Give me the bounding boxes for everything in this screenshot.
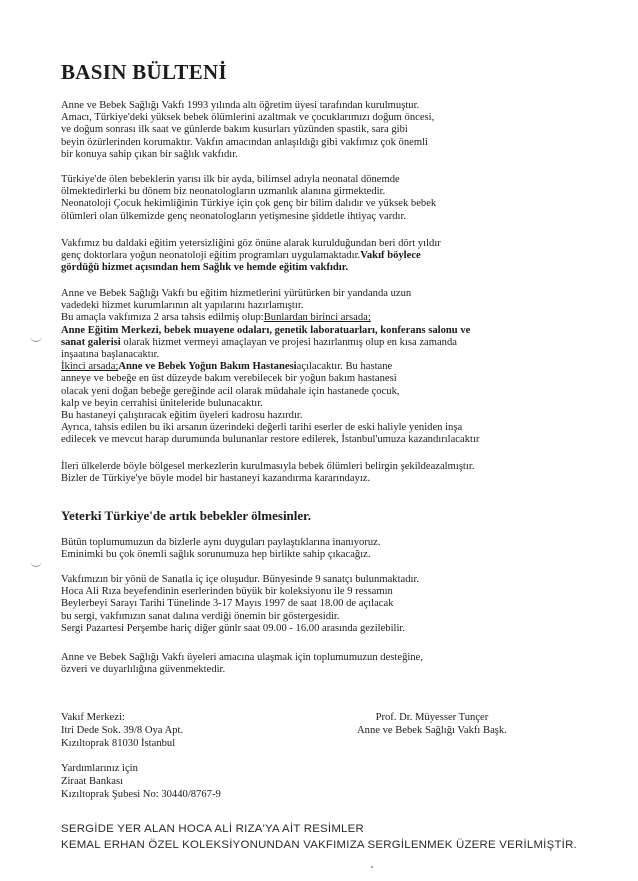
bold-span: Anne ve Bebek Yoğun Bakım Hastanesi	[118, 361, 297, 373]
text-line: Türkiye'de ölen bebeklerin yarısı ilk bir ayda, bilimsel adıyla neonatal dönemde	[61, 174, 400, 185]
punch-mark	[30, 335, 42, 342]
text-line: vadedeki hizmet kurumlarının alt yapılarını hazırlamıştır.	[61, 300, 304, 312]
paragraph-education	[61, 238, 581, 275]
text-line: özveri ve duyarlılığına güvenmektedir.	[61, 664, 226, 676]
bold-span: Vakıf böylece	[360, 250, 421, 262]
text-line: Ziraat Bankası	[61, 775, 124, 787]
text-line	[61, 361, 581, 373]
text-line: Yardımlarınız için	[61, 763, 138, 774]
punch-mark	[30, 560, 42, 567]
text-line: ve doğum sonrası ilk saat ve günlerde bakım kusurları yüzünden spastik, sara gibi	[61, 124, 408, 136]
paragraph-neonatal	[61, 174, 581, 223]
text-line: inşaatına başlanacaktır.	[61, 349, 160, 361]
text-line: Anne ve Bebek Sağlığı Vakfı Başk.	[357, 724, 507, 736]
text-line: Bütün toplumumuzun da bizlerle aynı duyguları paylaştıklarına inanıyoruz.	[61, 537, 381, 548]
text-line: Anne ve Bebek Sağlığı Vakfı 1993 yılında altı öğretim üyesi tarafından kurulmuştur.	[61, 100, 420, 111]
text-line: Kızıltoprak Şubesi No: 30440/8767-9	[61, 788, 221, 800]
signature-block	[357, 712, 507, 738]
footer-line: SERGİDE YER ALAN HOCA ALİ RIZA'YA AİT RESİMLER	[61, 823, 364, 835]
text-line	[61, 312, 581, 324]
paragraph-model-hospital	[61, 461, 581, 485]
text-line: Anne ve Bebek Sağlığı Vakfı bu eğitim hizmetlerini yürütürken bir yandanda uzun	[61, 288, 412, 299]
text-line: gördüğü hizmet açısından hem Sağlık ve hemde eğitim vakfıdır.	[61, 262, 349, 274]
text-line: Beylerbeyi Sarayı Tarihi Tünelinde 3-17 Mayıs 1997 de saat 18.00 de açılacak	[61, 598, 394, 610]
text-line: Sergi Pazartesi Perşembe hariç diğer günlr saat 09.00 - 16.00 arasında gezilebilir.	[61, 622, 405, 634]
text-line: Bu hastaneyi çalıştıracak eğitim üyeleri kadrosu hazırdır.	[61, 410, 303, 422]
bank-block	[61, 763, 221, 801]
paragraph-support	[61, 652, 581, 676]
paragraph-foundation	[61, 100, 581, 161]
text-line: Bizler de Türkiye'ye böyle model bir hastaneyi kazandırma kararındayız.	[61, 473, 371, 485]
text-span: açılacaktır. Bu hastane	[296, 361, 393, 373]
underlined-span: Bunlardan birinci arsada;	[263, 312, 371, 324]
text-line: Vakıf Merkezi:	[61, 712, 125, 723]
text-line: İleri ülkelerde böyle bölgesel merkezlerin kurulmasıyla bebek ölümleri belirgin şekildeazalmıştır.	[61, 461, 475, 472]
underlined-span: İkinci arsada;	[61, 361, 119, 373]
paragraph-land-plots	[61, 288, 581, 447]
address-block	[61, 712, 183, 750]
slogan: Yeterki Türkiye'de artık bebekler ölmesinler.	[61, 508, 311, 523]
text-line: Anne ve Bebek Sağlığı Vakfı üyeleri amacına ulaşmak için toplumumuzun desteğine,	[61, 652, 423, 663]
text-span: Bu amaçla vakfımıza 2 arsa tahsis edilmiş olup:	[61, 312, 264, 324]
text-line: Amacı, Türkiye'deki yüksek bebek ölümlerini azaltmak ve çocuklarımızı doğum öncesi,	[61, 112, 435, 124]
text-line: bir konuya sahip çıkan bir sağlık vakfıdır.	[61, 148, 238, 160]
paragraph-art-exhibition	[61, 574, 581, 635]
text-line	[61, 250, 581, 262]
text-line: Kızıltoprak 81030 İstanbul	[61, 737, 176, 749]
text-span: genç doktorlara yoğun neonatoloji eğitim programları uygulamaktadır.	[61, 250, 361, 262]
text-line: Itri Dede Sok. 39/8 Oya Apt.	[61, 724, 184, 736]
text-line: Vakfımızın bir yönü de Sanatla iç içe oluşudur. Bünyesinde 9 sanatçı bulunmaktadır.	[61, 574, 420, 585]
text-line: ölmektedirlerki bu dönem biz neonatologların uzmanlık alanına girmektedir.	[61, 186, 386, 198]
text-line: anneye ve bebeğe en üst düzeyde bakım verebilecek bir yoğun bakım hastanesi	[61, 373, 397, 385]
text-line: Prof. Dr. Müyesser Tunçer	[375, 712, 489, 723]
text-line: Ayrıca, tahsis edilen bu iki arsanın üzerindeki değerli tarihi eserler de eski haliyle yeniden inşa	[61, 422, 463, 434]
scan-speck	[371, 866, 373, 868]
text-line: Eminimki bu çok önemli sağlık sorunumuza hep birlikte sahip çıkacağız.	[61, 549, 371, 561]
text-line: beyin özürlerinden korumaktır. Vakfın amacından anlaşıldığı gibi vakfımız çok önemli	[61, 136, 428, 148]
page-title: BASIN BÜLTENİ	[61, 60, 227, 84]
text-line: Neonatoloji Çocuk hekimliğinin Türkiye için çok genç bir bilim dalıdır ve yüksek bebek	[61, 198, 437, 210]
text-line: Hoca Ali Rıza beyefendinin eserlerinden büyük bir koleksiyonu ile 9 ressamın	[61, 586, 393, 598]
text-line: bu sergi, vakfımızın sanat dalına verdiği önemin bir göstergesidir.	[61, 610, 340, 622]
text-line: ölümleri olan ülkemizde genç neonatologların yetişmesine şiddetle ihtiyaç vardır.	[61, 210, 407, 222]
footer-line: KEMAL ERHAN ÖZEL KOLEKSİYONUNDAN VAKFIMIZA SERGİLENMEK ÜZERE VERİLMİŞTİR.	[61, 839, 577, 851]
text-line: Anne Eğitim Merkezi, bebek muayene odaları, genetik laboratuarları, konferans salonu ve	[61, 324, 471, 336]
text-line: kalp ve beyin cerrahisi üniteleride bulunacaktır.	[61, 397, 263, 409]
text-line	[61, 337, 581, 349]
paragraph-society	[61, 537, 581, 561]
text-line: edilecek ve mevcut harap durumunda bulunanlar restore edilerek, İstanbul'umuza kazandırılacaktır	[61, 434, 480, 446]
bold-span: sanat galerisi	[61, 336, 121, 348]
text-line: olacak yeni doğan bebeğe gereğinde acil olarak müdahale için hastanede çocuk,	[61, 385, 400, 397]
text-line: Vakfımız bu daldaki eğitim yetersizliğini göz önüne alarak kurulduğundan beri dört yıldır	[61, 238, 441, 249]
text-span: olarak hizmet vermeyi amaçlayan ve projesi hazırlanmış olup en kısa zamanda	[120, 336, 457, 348]
